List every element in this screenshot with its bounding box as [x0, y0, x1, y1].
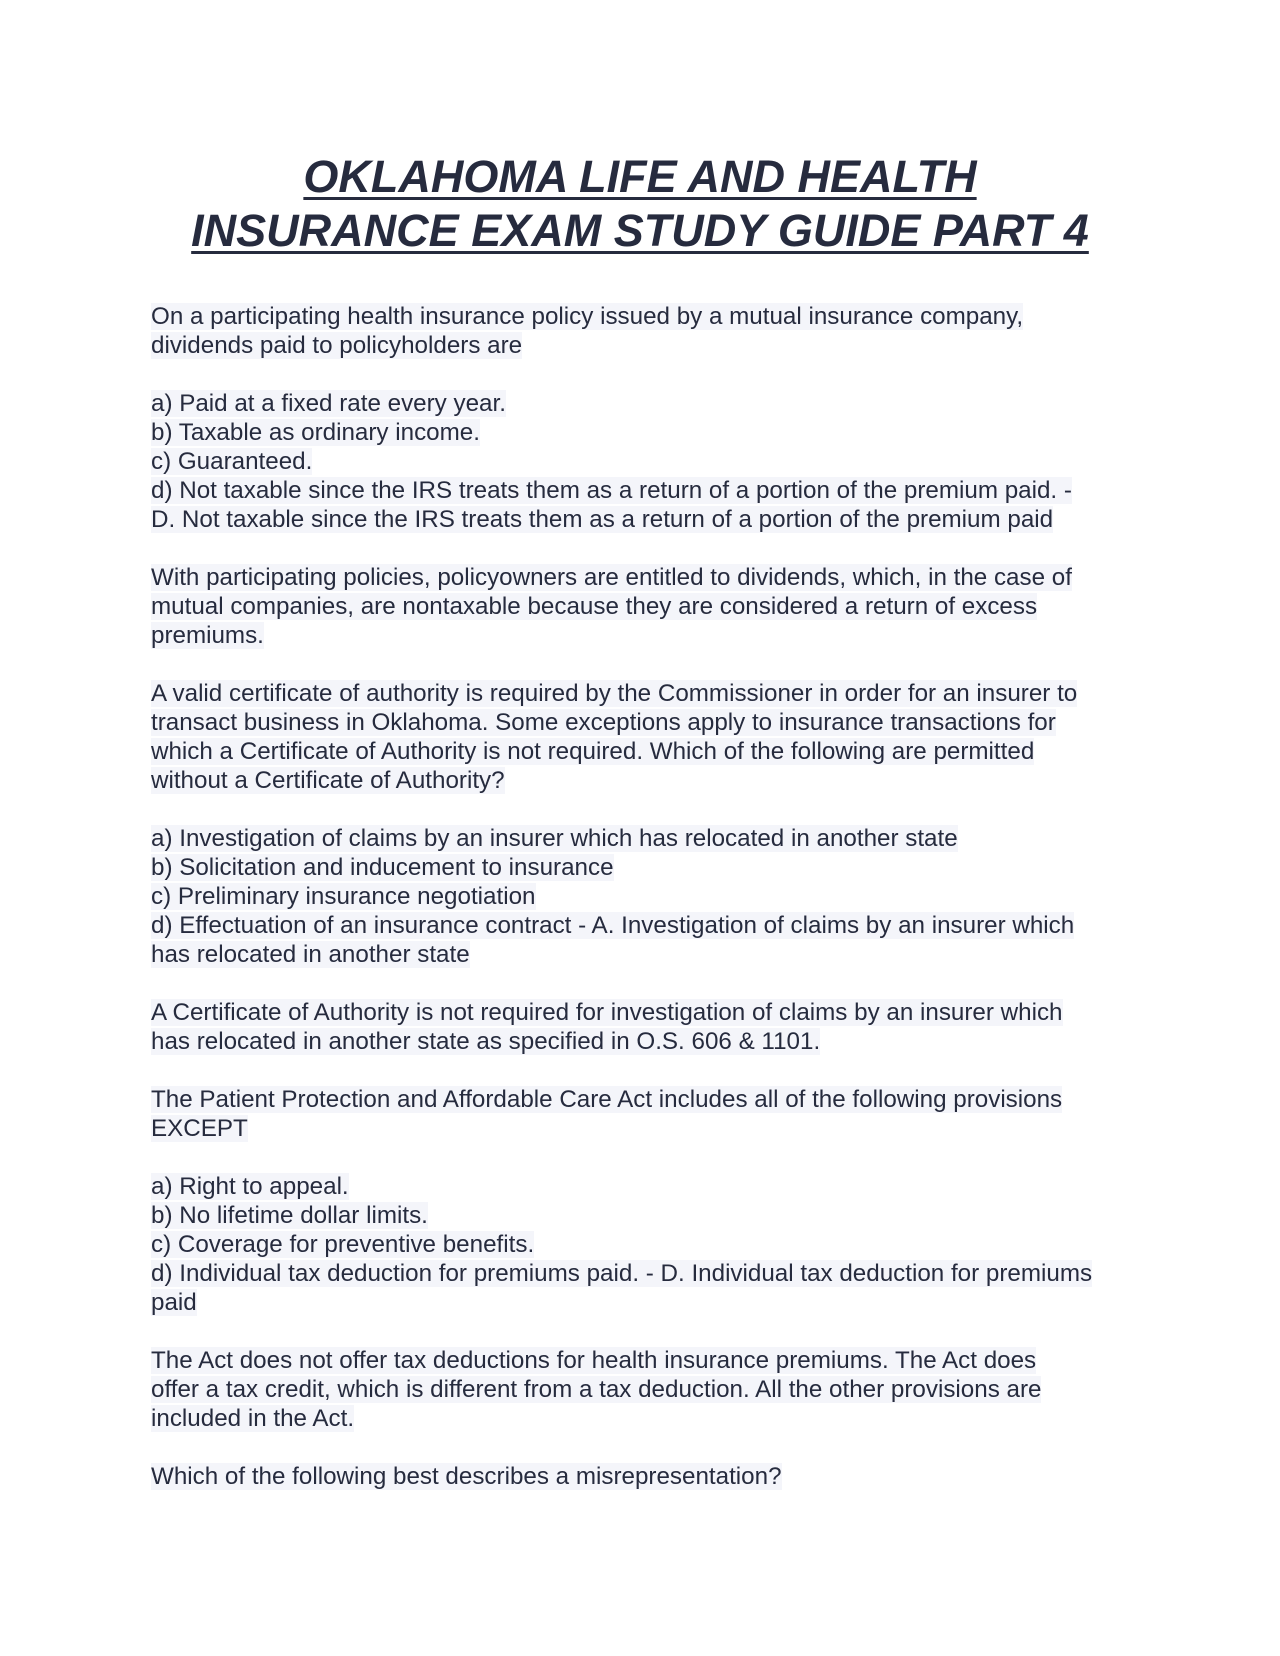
text-line [151, 766, 1131, 795]
text-line [151, 389, 1131, 418]
text-line [151, 679, 1131, 708]
text-line-content: With participating policies, policyowners are entitled to dividends, which, in the case of [151, 564, 1072, 591]
text-line [151, 911, 1131, 940]
paragraph [151, 389, 1131, 534]
text-line-content: A valid certificate of authority is required by the Commissioner in order for an insurer to [151, 680, 1078, 707]
text-line-content: mutual companies, are nontaxable because they are considered a return of excess [151, 593, 1038, 620]
title-line-2: INSURANCE EXAM STUDY GUIDE PART 4 [191, 205, 1089, 256]
text-line-content: transact business in Oklahoma. Some exceptions apply to insurance transactions for [151, 709, 1056, 736]
paragraph [151, 679, 1131, 795]
text-line-content: has relocated in another state as specified in O.S. 606 & 1101. [151, 1028, 821, 1055]
text-line [151, 1085, 1131, 1114]
text-line-content: c) Coverage for preventive benefits. [151, 1231, 535, 1258]
text-line-content: The Act does not offer tax deductions for health insurance premiums. The Act does [151, 1347, 1037, 1374]
paragraph [151, 1462, 1131, 1491]
text-line-content: a) Investigation of claims by an insurer which has relocated in another state [151, 825, 958, 852]
paragraph [151, 302, 1131, 360]
text-line [151, 940, 1131, 969]
text-line-content: a) Right to appeal. [151, 1173, 349, 1200]
text-line-content: without a Certificate of Authority? [151, 767, 505, 794]
text-line-content: d) Individual tax deduction for premiums paid. - D. Individual tax deduction for premiums [151, 1260, 1093, 1287]
text-line [151, 1346, 1131, 1375]
text-line-content: c) Guaranteed. [151, 448, 313, 475]
paragraph [151, 998, 1131, 1056]
text-line-content: D. Not taxable since the IRS treats them as a return of a portion of the premium paid [151, 506, 1054, 533]
text-line [151, 1230, 1131, 1259]
text-line [151, 476, 1131, 505]
text-line [151, 1288, 1131, 1317]
document-title [150, 150, 1130, 258]
text-line [151, 1259, 1131, 1288]
text-line [151, 621, 1131, 650]
text-line [151, 447, 1131, 476]
text-line [151, 505, 1131, 534]
text-line [151, 824, 1131, 853]
paragraph [151, 1346, 1131, 1433]
paragraph [151, 1172, 1131, 1317]
paragraph [151, 563, 1131, 650]
text-line [151, 998, 1131, 1027]
text-line-content: EXCEPT [151, 1115, 248, 1142]
text-line [151, 302, 1131, 331]
text-line-content: b) Solicitation and inducement to insurance [151, 854, 614, 881]
text-line-content: d) Not taxable since the IRS treats them as a return of a portion of the premium paid. - [151, 477, 1072, 504]
text-line-content: b) Taxable as ordinary income. [151, 419, 480, 446]
text-line [151, 1114, 1131, 1143]
text-line-content: a) Paid at a fixed rate every year. [151, 390, 506, 417]
text-line [151, 331, 1131, 360]
text-line [151, 592, 1131, 621]
text-line [151, 1462, 1131, 1491]
text-line-content: b) No lifetime dollar limits. [151, 1202, 428, 1229]
text-line [151, 853, 1131, 882]
text-line [151, 1201, 1131, 1230]
text-line [151, 1027, 1131, 1056]
text-line [151, 1375, 1131, 1404]
text-line-content: included in the Act. [151, 1405, 355, 1432]
text-line-content: paid [151, 1289, 197, 1316]
title-line-1: OKLAHOMA LIFE AND HEALTH [303, 151, 977, 202]
text-line [151, 1404, 1131, 1433]
text-line-content: c) Preliminary insurance negotiation [151, 883, 536, 910]
text-line [151, 737, 1131, 766]
text-line-content: d) Effectuation of an insurance contract - A. Investigation of claims by an insurer which [151, 912, 1075, 939]
text-line-content: A Certificate of Authority is not required for investigation of claims by an insurer which [151, 999, 1063, 1026]
document-body [151, 302, 1131, 1520]
text-line-content: which a Certificate of Authority is not required. Which of the following are permitted [151, 738, 1035, 765]
text-line [151, 882, 1131, 911]
text-line-content: has relocated in another state [151, 941, 470, 968]
text-line-content: On a participating health insurance policy issued by a mutual insurance company, [151, 303, 1024, 330]
text-line [151, 1172, 1131, 1201]
text-line [151, 563, 1131, 592]
text-line-content: Which of the following best describes a misrepresentation? [151, 1463, 782, 1490]
text-line-content: premiums. [151, 622, 264, 649]
text-line [151, 708, 1131, 737]
paragraph [151, 1085, 1131, 1143]
text-line-content: The Patient Protection and Affordable Care Act includes all of the following provisions [151, 1086, 1063, 1113]
text-line-content: dividends paid to policyholders are [151, 332, 523, 359]
text-line [151, 418, 1131, 447]
paragraph [151, 824, 1131, 969]
text-line-content: offer a tax credit, which is different from a tax deduction. All the other provisions are [151, 1376, 1042, 1403]
